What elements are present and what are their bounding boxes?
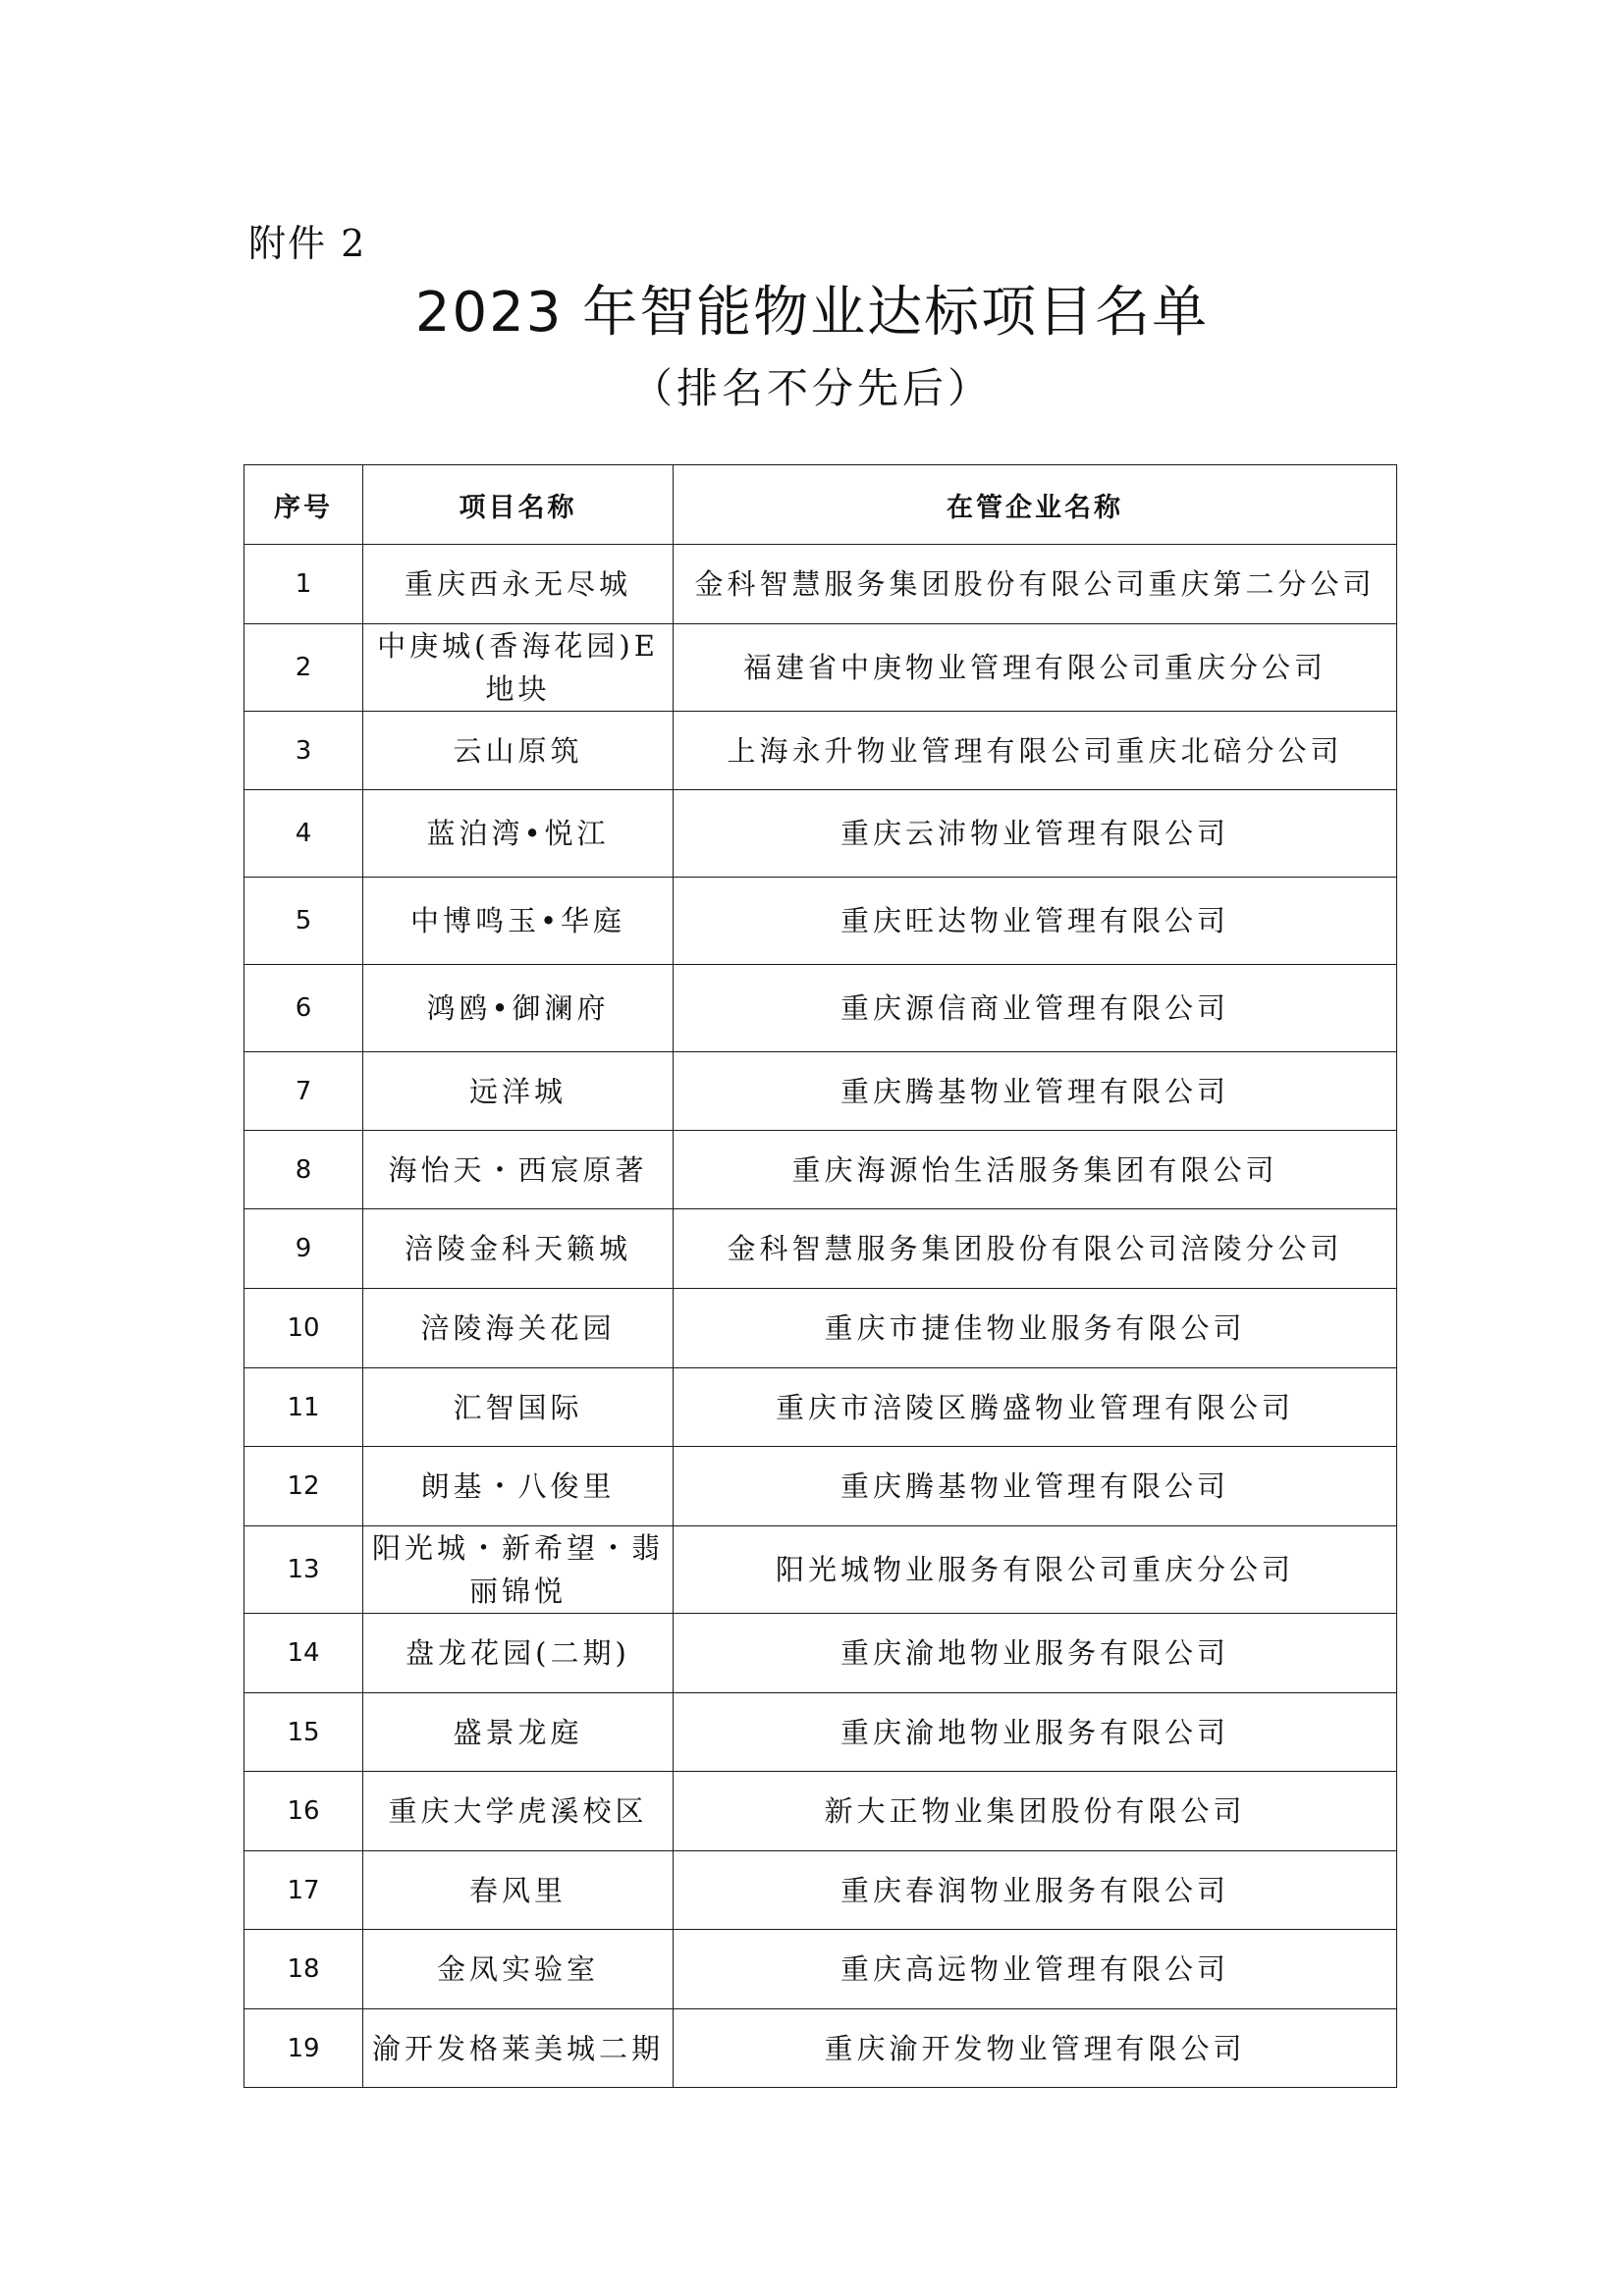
table-row [244, 965, 1397, 1052]
page-subtitle: （排名不分先后） [630, 364, 993, 412]
project-name: 朗基・八俊里 [363, 1447, 674, 1526]
table-row [244, 1772, 1397, 1851]
table-row [244, 1052, 1397, 1131]
row-number: 19 [244, 2009, 363, 2088]
column-header-project: 项目名称 [363, 465, 674, 545]
company-name: 重庆市涪陵区腾盛物业管理有限公司 [674, 1368, 1397, 1447]
project-name: 重庆西永无尽城 [363, 545, 674, 624]
company-name: 重庆腾基物业管理有限公司 [674, 1052, 1397, 1131]
row-number: 2 [244, 624, 363, 712]
row-number: 1 [244, 545, 363, 624]
project-name: 海怡天・西宸原著 [363, 1131, 674, 1209]
row-number: 3 [244, 712, 363, 790]
table-row [244, 2009, 1397, 2088]
table-row [244, 545, 1397, 624]
project-name: 中庚城(香海花园)E地块 [363, 624, 674, 712]
table-row [244, 1693, 1397, 1772]
project-name: 渝开发格莱美城二期 [363, 2009, 674, 2088]
project-name: 蓝泊湾•悦江 [363, 790, 674, 878]
company-name: 金科智慧服务集团股份有限公司重庆第二分公司 [674, 545, 1397, 624]
project-name: 盛景龙庭 [363, 1693, 674, 1772]
project-table [244, 464, 1397, 2088]
project-name: 重庆大学虎溪校区 [363, 1772, 674, 1851]
company-name: 重庆旺达物业管理有限公司 [674, 878, 1397, 965]
row-number: 7 [244, 1052, 363, 1131]
company-name: 重庆云沛物业管理有限公司 [674, 790, 1397, 878]
project-name: 远洋城 [363, 1052, 674, 1131]
project-name: 涪陵金科天籁城 [363, 1209, 674, 1289]
table-row [244, 878, 1397, 965]
company-name: 金科智慧服务集团股份有限公司涪陵分公司 [674, 1209, 1397, 1289]
project-name: 汇智国际 [363, 1368, 674, 1447]
company-name: 重庆高远物业管理有限公司 [674, 1930, 1397, 2009]
table-row [244, 1614, 1397, 1693]
company-name: 重庆海源怡生活服务集团有限公司 [674, 1131, 1397, 1209]
row-number: 15 [244, 1693, 363, 1772]
row-number: 14 [244, 1614, 363, 1693]
project-name: 阳光城・新希望・翡丽锦悦 [363, 1526, 674, 1614]
row-number: 10 [244, 1289, 363, 1368]
row-number: 5 [244, 878, 363, 965]
company-name: 重庆市捷佳物业服务有限公司 [674, 1289, 1397, 1368]
table-row [244, 1930, 1397, 2009]
project-name: 云山原筑 [363, 712, 674, 790]
project-name: 金凤实验室 [363, 1930, 674, 2009]
company-name: 新大正物业集团股份有限公司 [674, 1772, 1397, 1851]
table-row [244, 1209, 1397, 1289]
table-row [244, 1447, 1397, 1526]
row-number: 8 [244, 1131, 363, 1209]
company-name: 上海永升物业管理有限公司重庆北碚分公司 [674, 712, 1397, 790]
table-row [244, 790, 1397, 878]
row-number: 6 [244, 965, 363, 1052]
row-number: 11 [244, 1368, 363, 1447]
row-number: 18 [244, 1930, 363, 2009]
company-name: 重庆渝开发物业管理有限公司 [674, 2009, 1397, 2088]
table-row [244, 1851, 1397, 1930]
row-number: 16 [244, 1772, 363, 1851]
company-name: 重庆渝地物业服务有限公司 [674, 1693, 1397, 1772]
page-title: 2023 年智能物业达标项目名单 [414, 281, 1210, 345]
project-name: 春风里 [363, 1851, 674, 1930]
column-header-no: 序号 [244, 465, 363, 545]
company-name: 重庆腾基物业管理有限公司 [674, 1447, 1397, 1526]
row-number: 13 [244, 1526, 363, 1614]
table-header-row [244, 465, 1397, 545]
project-name: 中博鸣玉•华庭 [363, 878, 674, 965]
table-row [244, 1131, 1397, 1209]
row-number: 17 [244, 1851, 363, 1930]
column-header-company: 在管企业名称 [674, 465, 1397, 545]
table-row [244, 1526, 1397, 1614]
company-name: 重庆渝地物业服务有限公司 [674, 1614, 1397, 1693]
company-name: 重庆源信商业管理有限公司 [674, 965, 1397, 1052]
table-row [244, 712, 1397, 790]
project-name: 盘龙花园(二期) [363, 1614, 674, 1693]
table-row [244, 624, 1397, 712]
row-number: 12 [244, 1447, 363, 1526]
company-name: 阳光城物业服务有限公司重庆分公司 [674, 1526, 1397, 1614]
attachment-label: 附件 2 [248, 222, 367, 265]
row-number: 9 [244, 1209, 363, 1289]
table-row [244, 1368, 1397, 1447]
company-name: 重庆春润物业服务有限公司 [674, 1851, 1397, 1930]
project-name: 涪陵海关花园 [363, 1289, 674, 1368]
row-number: 4 [244, 790, 363, 878]
table-row [244, 1289, 1397, 1368]
company-name: 福建省中庚物业管理有限公司重庆分公司 [674, 624, 1397, 712]
project-name: 鸿鸥•御澜府 [363, 965, 674, 1052]
